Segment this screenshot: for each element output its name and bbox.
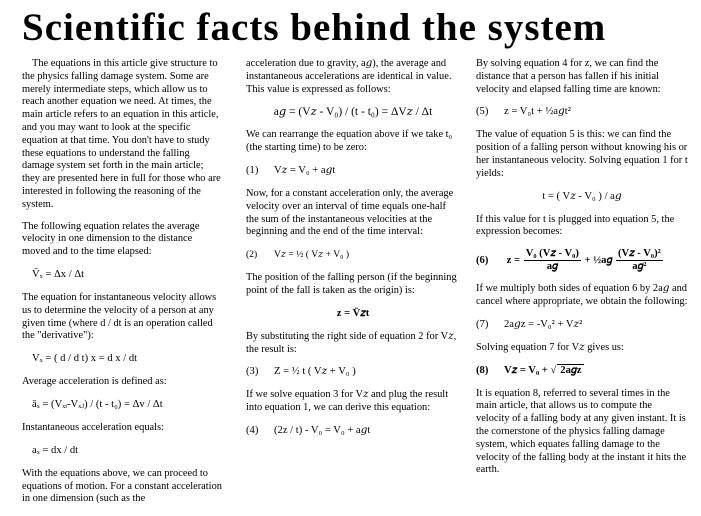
equation-2-body: V𝑧 = ½ ( V𝑧 + V₀ ) <box>274 249 350 261</box>
equation-8-radicand: 2a𝑔z <box>557 364 584 376</box>
paragraph-inst-velocity: The equation for instantaneous velocity allows us to determine the velocity of a person at any given time (where d / dt is an operation called the "derivative"): <box>22 291 217 342</box>
paragraph-plug-t: If this value for t is plugged into equation 5, the expression becomes: <box>476 213 675 238</box>
equation-inst-velocity: Vₓ = ( d / d t) x = d x / dt <box>32 353 138 365</box>
equation-6 <box>476 248 688 273</box>
equation-5-number: (5) <box>476 106 489 118</box>
column-2 <box>246 58 460 448</box>
equation-4-number: (4) <box>246 424 259 436</box>
paragraph-avg-accel: Average acceleration is defined as: <box>22 376 167 388</box>
equation-8-number: (8) <box>476 364 489 376</box>
paragraph-half-sum: Now, for a constant acceleration only, the average velocity over an interval of time equals one-half the sum of the instantaneous velocities at the beginning and the end of the time interval: <box>246 187 454 238</box>
equation-6-numerator-1: V₀ (V𝑧 - V₀) <box>525 248 579 260</box>
equation-3 <box>246 365 460 379</box>
paragraph-solve-vz: Solving equation 7 for V𝑧 gives us: <box>476 341 624 353</box>
equation-2-number: (2) <box>246 249 258 261</box>
paragraph-multiply: If we multiply both sides of equation 6 by 2a𝑔 and cancel where appropriate, we obtain the following: <box>476 283 688 307</box>
equation-avg-velocity: V̄ₓ = Δx / Δt <box>32 268 85 280</box>
equation-4 <box>246 424 460 438</box>
equation-t: t = ( V𝑧 - V₀ ) / a𝑔 <box>542 190 622 202</box>
paragraph-motion: With the equations above, we can proceed to equations of motion. For a constant acceleration in one dimension (such as the <box>22 467 222 505</box>
paragraph-substitute: By substituting the right side of equation 2 for V𝑧, the result is: <box>246 330 457 355</box>
equation-3-body: Z = ½ t ( V𝑧 + V₀ ) <box>274 366 356 378</box>
paragraph-position: The position of the falling person (if the beginning point of the fall is taken as the origin) is: <box>246 272 457 296</box>
paragraph-gravity: acceleration due to gravity, a𝑔), the average and instantaneous accelerations are identical in value. This value is expressed as follows: <box>246 58 452 95</box>
equation-5-body: z = V₀t + ½a𝑔t² <box>504 106 571 118</box>
equation-6-denominator-2: a𝑔² <box>632 261 647 273</box>
equation-6-fraction-2 <box>616 248 663 273</box>
equation-7 <box>476 318 688 332</box>
page-title: Scientific facts behind the system <box>22 6 607 49</box>
paragraph-avg-velocity: The following equation relates the average velocity in one dimension to the distance moved and to the time elapsed: <box>22 220 200 258</box>
equation-z: z = V̄𝑧t <box>336 307 370 319</box>
equation-7-number: (7) <box>476 318 489 330</box>
paragraph-derive: If we solve equation 3 for V𝑧 and plug the result into equation 1, we can derive this equation: <box>246 389 449 414</box>
equation-4-body: (2z / t) - V₀ = V₀ + a𝑔t <box>274 424 371 436</box>
equation-ag: a𝑔 = (V𝑧 - V₀) / (t - t₀) = ΔV𝑧 / Δt <box>273 106 433 119</box>
equation-5 <box>476 105 688 119</box>
equation-6-mid: + ½a𝑔 <box>584 255 613 267</box>
equation-1 <box>246 164 460 178</box>
paragraph-intro: The equations in this article give structure to the physics falling damage system. Some are merely intermediate steps, which allow us to reach another equation we need. At times, the main article refers to an equation in this article, and you may want to look at the specific equation at that time. You don't have to study these equations to understand the falling damage system set forth in the main article; they are presented here in full for those who are interested in following the reasoning of the system. <box>22 58 221 210</box>
equation-6-fraction-1 <box>524 248 581 273</box>
equation-2 <box>246 248 460 262</box>
equation-6-lhs: z = <box>506 255 521 267</box>
equation-8 <box>476 364 688 378</box>
column-3 <box>476 58 688 486</box>
paragraph-rearrange: We can rearrange the equation above if we take t₀ (the starting time) to be zero: <box>246 129 453 154</box>
equation-inst-accel: aₓ = dx / dt <box>32 444 79 456</box>
equation-7-body: 2a𝑔z = -V₀² + V𝑧² <box>504 318 583 330</box>
paragraph-solve-z: By solving equation 4 for z, we can find the distance that a person has fallen if his initial velocity and elapsed falling time are known: <box>476 58 661 95</box>
equation-6-number: (6) <box>476 255 489 267</box>
equation-1-body: V𝑧 = V₀ + a𝑔t <box>274 164 336 176</box>
paragraph-conclusion: It is equation 8, referred to several times in the main article, that allows us to compute the velocity of a falling body at any given instant. It is the cornerstone of the physics falling damage system, which equates falling damage to the velocity of the falling body at the instant it hits the earth. <box>476 387 687 476</box>
equation-6-denominator-1: a𝑔 <box>546 261 558 273</box>
paragraph-inst-accel: Instantaneous acceleration equals: <box>22 421 164 433</box>
equation-avg-accel: āₓ = (Vₓᵢ-Vₓⱼ) / (t - t₀) = Δv / Δt <box>32 398 163 410</box>
equation-3-number: (3) <box>246 366 259 378</box>
equation-1-number: (1) <box>246 164 259 176</box>
column-1 <box>22 58 222 515</box>
equation-6-numerator-2: (V𝑧 - V₀)² <box>617 248 661 260</box>
equation-8-lhs: V𝑧 = V₀ + √ <box>504 364 557 376</box>
paragraph-value-eq5: The value of equation 5 is this: we can find the position of a falling person without knowing his or her instantaneous velocity. Solving equation 1 for t yields: <box>476 129 688 179</box>
